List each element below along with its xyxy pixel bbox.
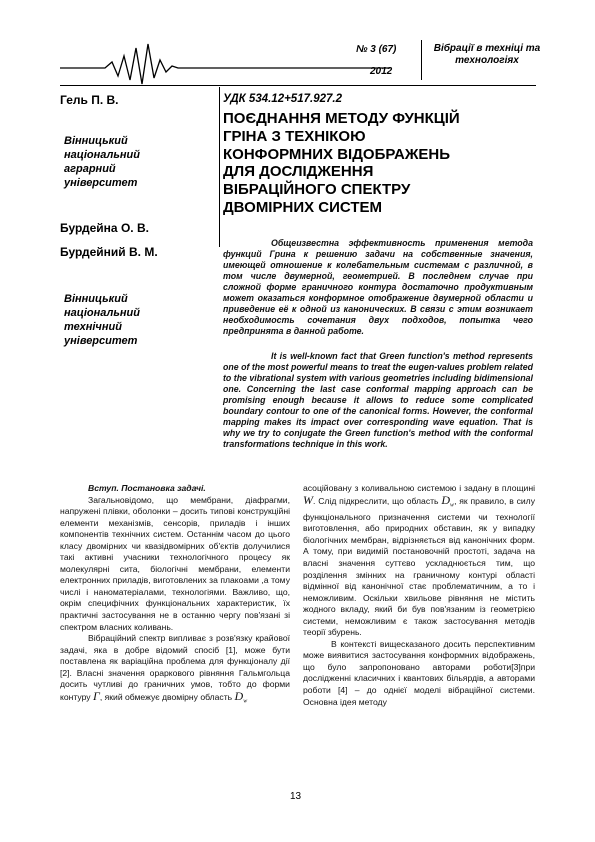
body-column-left bbox=[60, 483, 290, 708]
vibration-wave-logo bbox=[60, 38, 393, 88]
abstract-english: It is well-known fact that Green function's method represents one of the most powerful means to treat the eugen-values problem related to the vibrational system with various geometries including bidimensional one. Concerning the last case conformal mapping approach can be promising enough because it allows to reduce some complicated boundary contour to one of the canonical forms. However, the conformal mapping makes its impact over corresponding wave equation. That is why we try to conjugate the Green function's method with the conformal transformations technique in this work. bbox=[223, 351, 533, 449]
paragraph: В контексті вищесказаного досить перспективним може виявитися застосування конформних відображень, що було запропоновано авторами роботи[3]при дослідженні класичних і квантових більярдів, а авторами роботи [4] – до однієї моделі вібраційної системи. Основна ідея методу bbox=[303, 638, 535, 707]
math-domain: D bbox=[441, 492, 451, 507]
abstract-russian: Общеизвестна эффективность применения метода функций Грина к решению задачи на собственные значения, имеющей отношение к колебательным системам с различной, в том числе двумерной, геометрией. В последнем случае при сложной форме граничного контура достаточно продуктивным может оказаться конформное отображение двумерной области и приведение её к одной из канонических. В связи с этим возникает необходимость сочетания двух подходов, попытка чего предпринята в данной работе. bbox=[223, 238, 533, 336]
paragraph: Загальновідомо, що мембрани, діафрагми, напружені плівки, оболонки – досить типові конструкційні елементи механізмів, сенсорів, приладів і інших компонентів технічних систем. Останнім часом до цього класу двомірних чи квазідвомірних об'єктів долучилися такі активні учасники технологічного процесу як молекулярні сита, біологічні мембрани, елементи електронних приладів, виготовлених за плакоами ,а тому числі і наноматеріалами, технологіями. Важливо, що, окрім специфічних функціональних характеристик, їх практичні застосування не в останню чергу пов'язані зі спектром власних коливань. bbox=[60, 494, 290, 632]
math-gamma: Γ bbox=[93, 688, 100, 703]
math-w: W bbox=[303, 492, 313, 507]
author-3: Бурдейний В. М. bbox=[60, 245, 158, 259]
math-domain: D bbox=[234, 688, 244, 703]
page-number: 13 bbox=[290, 791, 302, 802]
journal-title: Вібрації в техніці та технологіях bbox=[433, 43, 541, 66]
paragraph: асоційовану з коливальною системою і задану в площині W. Слід підкреслити, що область $D_w$, як правило, в силу функціонального призначення системи чи технології виготовлення, або природних обставин, як у випадку біологічних мембран, відрізняється від канонічних форм. А тому, при видимій постановочній простоті, задача на власні значення суттєво ускладнюється тим, що розділення змінних на граничному контурі області відмінної від канонічної стає проблематичним, а то і неможливим. Оскільки хвильове рівняння не містить жодного вкладу, який би був пов'язаним із геометрією системи, неможливим є також застосування методів теорії збурень. bbox=[303, 483, 535, 638]
body-column-right bbox=[303, 483, 535, 708]
issue-number: № 3 (67) bbox=[356, 44, 397, 55]
author-2: Бурдейна О. В. bbox=[60, 221, 149, 235]
paragraph: Вібраційний спектр випливає з розв'язку крайової задачі, яка в добре відомий спосіб [1], може бути поставлена як варіаційна проблема для функціоналу дії [2]. Власні значення ораркового рівняння Гальмгольца досить чутливі до граничних умов, тобто до форми контуру Γ, який обмежує двомірну область $D_w$ bbox=[60, 633, 290, 705]
article-title: ПОЄДНАННЯ МЕТОДУ ФУНКЦІЙ ГРІНА З ТЕХНІКОЮ КОНФОРМНИХ ВІДОБРАЖЕНЬ ДЛЯ ДОСЛІДЖЕННЯ ВІБРАЦІЙНОГО СПЕКТРУ ДВОМІРНИХ СИСТЕМ bbox=[223, 110, 460, 216]
issue-year: 2012 bbox=[370, 66, 393, 77]
header-divider bbox=[421, 40, 422, 80]
title-rule bbox=[219, 87, 220, 247]
section-heading: Вступ. Постановка задачі. bbox=[88, 483, 206, 493]
header-rule bbox=[60, 85, 536, 86]
udc-code: УДК 534.12+517.927.2 bbox=[223, 93, 342, 105]
affiliation-1: Вінницький національний аграрний університет bbox=[64, 135, 140, 189]
author-1: Гель П. В. bbox=[60, 93, 119, 107]
affiliation-2: Вінницький національний технічний університет bbox=[64, 293, 140, 347]
